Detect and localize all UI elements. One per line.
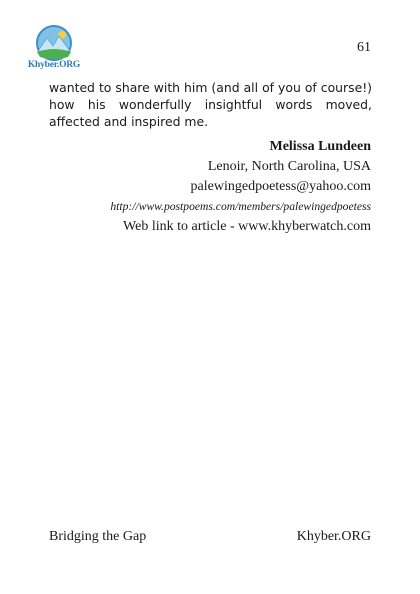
signature-block	[31, 137, 371, 237]
author-name: Melissa Lundeen	[269, 139, 371, 154]
khyber-logo	[24, 24, 84, 76]
author-email: palewingedpoetess@yahoo.com	[190, 179, 371, 194]
logo-text: Khyber.ORG	[27, 60, 81, 70]
article-web-link: Web link to article - www.khyberwatch.com	[123, 219, 371, 234]
page-number: 61	[357, 40, 371, 55]
mountain-globe-icon	[32, 24, 76, 62]
author-location: Lenoir, North Carolina, USA	[207, 159, 371, 174]
author-url: http://www.postpoems.com/members/palewingedpoetess	[110, 200, 371, 213]
footer-book-title: Bridging the Gap	[49, 529, 147, 544]
body-paragraph: wanted to share with him (and all of you of course!) how his wonderfully insightful words moved, affected and inspired me.	[49, 80, 372, 129]
footer-publisher: Khyber.ORG	[296, 529, 371, 544]
